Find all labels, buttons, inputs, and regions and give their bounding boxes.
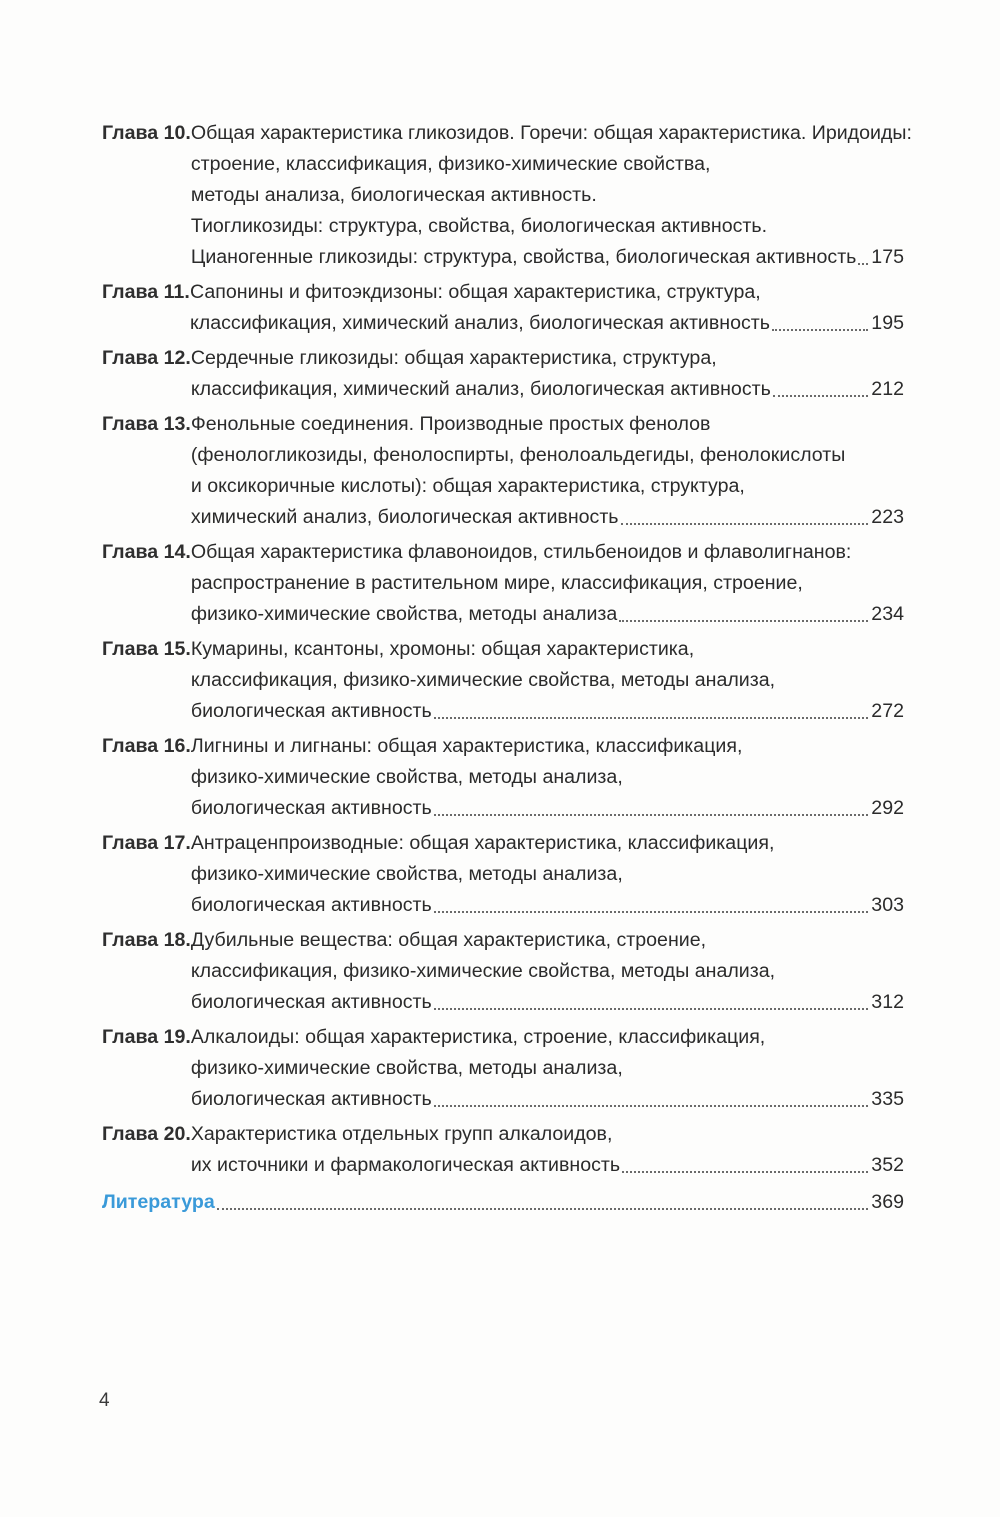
- chapter-last-line: [191, 1150, 904, 1181]
- toc-entry-chapter-20[interactable]: [102, 1119, 904, 1181]
- chapter-title-line: строение, классификация, физико-химические свойства,: [190, 153, 711, 175]
- chapter-label: Глава 12.: [102, 347, 191, 369]
- chapter-label: Глава 17.: [102, 832, 191, 854]
- chapter-body: [190, 118, 912, 273]
- chapter-title-line: Общая характеристика гликозидов. Горечи: общая характеристика. Иридоиды:: [190, 122, 912, 144]
- chapter-body: [191, 1119, 904, 1181]
- chapter-body: [191, 634, 904, 727]
- chapter-title-line: классификация, химический анализ, биологическая активность: [190, 378, 771, 400]
- chapter-body: [191, 925, 904, 1018]
- page-ref: 369: [871, 1191, 904, 1213]
- chapter-title-line: их источники и фармакологическая активность: [190, 1154, 621, 1176]
- chapter-label: Глава 14.: [102, 541, 191, 563]
- dot-leader: [215, 1187, 872, 1218]
- page-ref: 303: [871, 894, 904, 916]
- chapter-title-line: (фенологликозиды, фенолоспирты, фенолоальдегиды, фенолокислоты: [190, 444, 846, 466]
- chapter-title-line: Цианогенные гликозиды: структура, свойства, биологическая активность: [190, 246, 857, 268]
- page-ref: 352: [871, 1154, 904, 1176]
- literature-title: Литература: [102, 1191, 215, 1213]
- chapter-last-line: [191, 599, 904, 630]
- chapter-last-line: [191, 502, 904, 533]
- dot-leader: [432, 696, 872, 727]
- dot-leader: [619, 502, 872, 533]
- chapter-last-line: [191, 987, 904, 1018]
- chapter-title-line: Тиогликозиды: структура, свойства, биологическая активность.: [190, 215, 768, 237]
- chapter-title-line: Лигнины и лигнаны: общая характеристика, классификация,: [190, 735, 743, 757]
- page-ref: 312: [871, 991, 904, 1013]
- toc-entry-chapter-15[interactable]: [102, 634, 904, 727]
- dot-leader: [432, 987, 872, 1018]
- chapter-title-line: Антраценпроизводные: общая характеристика, классификация,: [190, 832, 775, 854]
- dot-leader: [432, 890, 872, 921]
- dot-leader: [856, 242, 871, 273]
- page-ref: 212: [871, 378, 904, 400]
- toc-entry-chapter-11[interactable]: [102, 277, 904, 339]
- chapter-last-line: [190, 308, 904, 339]
- dot-leader: [432, 793, 872, 824]
- chapter-title-line: классификация, химический анализ, биологическая активность: [190, 312, 770, 334]
- chapter-title-line: Алкалоиды: общая характеристика, строение, классификация,: [190, 1026, 766, 1048]
- chapter-label: Глава 18.: [102, 929, 191, 951]
- chapter-title-line: биологическая активность: [190, 894, 432, 916]
- chapter-last-line: [191, 696, 904, 727]
- toc-entry-chapter-19[interactable]: [102, 1022, 904, 1115]
- chapter-title-line: физико-химические свойства, методы анализа,: [190, 766, 623, 788]
- chapter-body: [191, 537, 904, 630]
- chapter-label: Глава 11.: [102, 281, 190, 303]
- chapter-label: Глава 19.: [102, 1026, 191, 1048]
- page-number: 4: [99, 1390, 110, 1411]
- dot-leader: [620, 1150, 871, 1181]
- page-ref: 234: [871, 603, 904, 625]
- chapter-label: Глава 13.: [102, 413, 191, 435]
- chapter-body: [190, 277, 904, 339]
- page-ref: 335: [871, 1088, 904, 1110]
- chapter-title-line: физико-химические свойства, методы анализа,: [190, 863, 623, 885]
- chapter-last-line: [191, 1084, 904, 1115]
- chapter-title-line: биологическая активность: [190, 700, 432, 722]
- chapter-last-line: [191, 793, 904, 824]
- chapter-title-line: биологическая активность: [190, 991, 432, 1013]
- page-ref: 175: [871, 246, 904, 268]
- chapter-title-line: Сердечные гликозиды: общая характеристика, структура,: [190, 347, 717, 369]
- page-ref: 223: [871, 506, 904, 528]
- chapter-title-line: классификация, физико-химические свойства, методы анализа,: [190, 960, 776, 982]
- chapter-title-line: и оксикоричные кислоты): общая характеристика, структура,: [190, 475, 745, 497]
- chapter-title-line: классификация, физико-химические свойства, методы анализа,: [190, 669, 776, 691]
- chapter-title-line: физико-химические свойства, методы анализа,: [190, 1057, 623, 1079]
- dot-leader: [771, 374, 871, 405]
- toc-entry-chapter-16[interactable]: [102, 731, 904, 824]
- chapter-body: [191, 731, 904, 824]
- chapter-body: [191, 828, 904, 921]
- dot-leader: [617, 599, 871, 630]
- chapter-last-line: [191, 374, 904, 405]
- chapter-label: Глава 10.: [102, 122, 191, 144]
- chapter-title-line: Характеристика отдельных групп алкалоидов,: [190, 1123, 613, 1145]
- chapter-body: [191, 343, 904, 405]
- toc-entry-chapter-17[interactable]: [102, 828, 904, 921]
- chapter-last-line: [191, 242, 904, 273]
- toc-entry-chapter-18[interactable]: [102, 925, 904, 1018]
- toc-entry-literature[interactable]: [102, 1187, 904, 1218]
- chapter-title-line: Дубильные вещества: общая характеристика, строение,: [190, 929, 707, 951]
- chapter-body: [191, 409, 904, 533]
- chapter-label: Глава 15.: [102, 638, 191, 660]
- chapter-label: Глава 20.: [102, 1123, 191, 1145]
- chapter-label: Глава 16.: [102, 735, 191, 757]
- chapter-title-line: распространение в растительном мире, классификация, строение,: [190, 572, 803, 594]
- table-of-contents: [102, 118, 912, 1218]
- chapter-title-line: физико-химические свойства, методы анализа: [190, 603, 618, 625]
- page-ref: 195: [871, 312, 904, 334]
- toc-entry-chapter-10[interactable]: [102, 118, 912, 273]
- dot-leader: [770, 308, 871, 339]
- chapter-last-line: [191, 890, 904, 921]
- dot-leader: [432, 1084, 872, 1115]
- chapter-title-line: Сапонины и фитоэкдизоны: общая характеристика, структура,: [190, 281, 761, 303]
- chapter-title-line: Кумарины, ксантоны, хромоны: общая характеристика,: [190, 638, 695, 660]
- chapter-body: [191, 1022, 904, 1115]
- chapter-title-line: химический анализ, биологическая активность: [190, 506, 619, 528]
- toc-entry-chapter-14[interactable]: [102, 537, 904, 630]
- chapter-title-line: Общая характеристика флавоноидов, стильбеноидов и флаволигнанов:: [190, 541, 852, 563]
- chapter-title-line: биологическая активность: [190, 1088, 432, 1110]
- page-ref: 272: [871, 700, 904, 722]
- chapter-title-line: Фенольные соединения. Производные простых фенолов: [190, 413, 711, 435]
- chapter-title-line: биологическая активность: [190, 797, 432, 819]
- toc-entry-chapter-12[interactable]: [102, 343, 904, 405]
- toc-entry-chapter-13[interactable]: [102, 409, 904, 533]
- page-ref: 292: [871, 797, 904, 819]
- chapter-title-line: методы анализа, биологическая активность.: [190, 184, 597, 206]
